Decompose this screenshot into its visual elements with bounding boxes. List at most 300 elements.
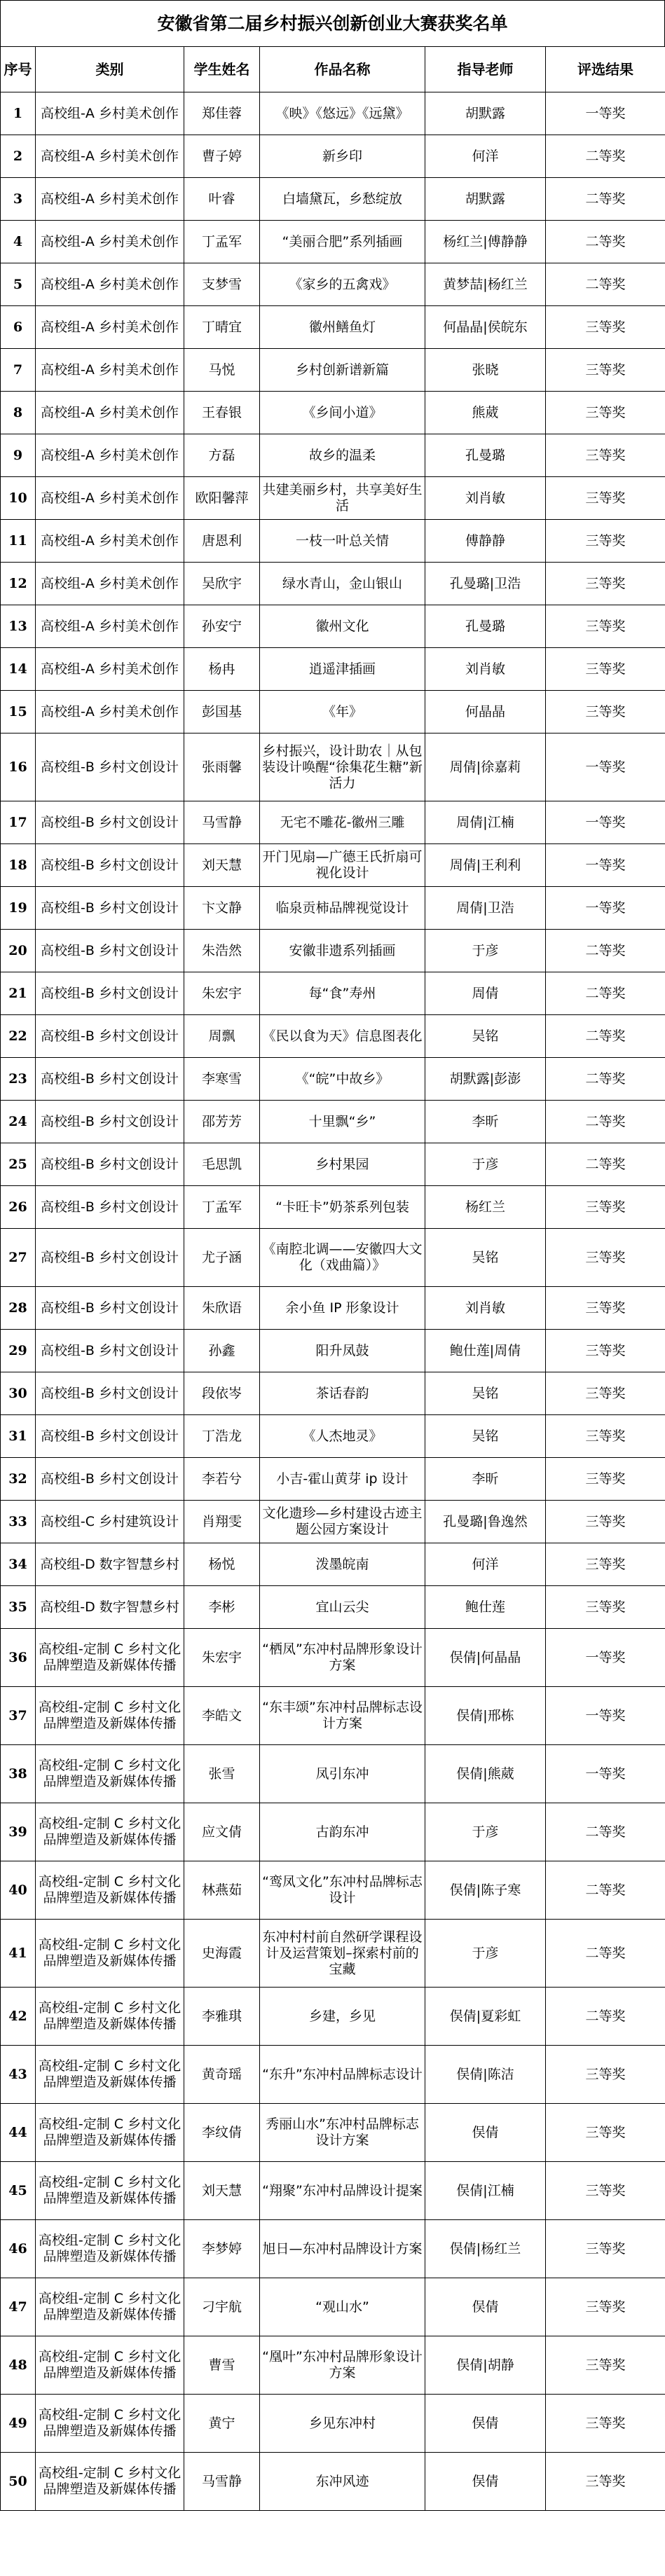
cell-no: 48 xyxy=(1,2336,36,2395)
cell-work: 旭日—东冲村品牌设计方案 xyxy=(260,2220,425,2278)
cell-no: 45 xyxy=(1,2162,36,2220)
cell-work: 徽州文化 xyxy=(260,605,425,648)
cell-result: 二等奖 xyxy=(546,1015,665,1058)
cell-category: 高校组-B 乡村文创设计 xyxy=(36,1229,184,1287)
table-row xyxy=(1,1287,665,1330)
cell-work: 东冲村村前自然研学课程设计及运营策划–探索村前的宝藏 xyxy=(260,1920,425,1988)
cell-no: 44 xyxy=(1,2104,36,2162)
cell-result: 二等奖 xyxy=(546,1861,665,1920)
cell-category: 高校组-B 乡村文创设计 xyxy=(36,1101,184,1143)
cell-student: 朱宏宇 xyxy=(184,972,260,1015)
cell-advisor: 俣倩 xyxy=(425,2395,546,2453)
table-row xyxy=(1,1803,665,1861)
table-row xyxy=(1,2395,665,2453)
cell-work: 《乡间小道》 xyxy=(260,392,425,434)
cell-advisor: 俣倩 xyxy=(425,2104,546,2162)
cell-advisor: 吴铭 xyxy=(425,1015,546,1058)
cell-no: 43 xyxy=(1,2046,36,2104)
cell-result: 三等奖 xyxy=(546,2278,665,2336)
cell-result: 一等奖 xyxy=(546,844,665,887)
cell-work: 新乡印 xyxy=(260,135,425,178)
cell-category: 高校组-C 乡村建筑设计 xyxy=(36,1501,184,1543)
cell-category: 高校组-定制 C 乡村文化品牌塑造及新媒体传播 xyxy=(36,1745,184,1803)
cell-result: 二等奖 xyxy=(546,930,665,972)
cell-work: 故乡的温柔 xyxy=(260,434,425,477)
cell-advisor: 李昕 xyxy=(425,1458,546,1501)
cell-result: 三等奖 xyxy=(546,1287,665,1330)
cell-no: 27 xyxy=(1,1229,36,1287)
cell-work: 乡村振兴，设计助农｜从包装设计唤醒“徐集花生糖”新活力 xyxy=(260,733,425,801)
cell-result: 三等奖 xyxy=(546,1543,665,1586)
cell-student: 朱浩然 xyxy=(184,930,260,972)
cell-work: 泼墨皖南 xyxy=(260,1543,425,1586)
cell-work: 绿水青山，金山银山 xyxy=(260,563,425,605)
cell-category: 高校组-B 乡村文创设计 xyxy=(36,930,184,972)
cell-student: 杨悦 xyxy=(184,1543,260,1586)
cell-advisor: 孔曼璐 xyxy=(425,605,546,648)
award-table xyxy=(0,46,665,2511)
cell-no: 50 xyxy=(1,2453,36,2511)
table-row xyxy=(1,563,665,605)
cell-advisor: 俣倩|何晶晶 xyxy=(425,1629,546,1687)
col-header-work: 作品名称 xyxy=(260,47,425,92)
cell-result: 三等奖 xyxy=(546,2046,665,2104)
cell-student: 史海霞 xyxy=(184,1920,260,1988)
cell-advisor: 胡默露|彭澎 xyxy=(425,1058,546,1101)
cell-category: 高校组-D 数字智慧乡村 xyxy=(36,1586,184,1629)
cell-work: “东丰颂”东冲村品牌标志设计方案 xyxy=(260,1687,425,1745)
cell-category: 高校组-A 乡村美术创作 xyxy=(36,563,184,605)
cell-result: 二等奖 xyxy=(546,1143,665,1186)
cell-advisor: 周倩|王利利 xyxy=(425,844,546,887)
cell-category: 高校组-定制 C 乡村文化品牌塑造及新媒体传播 xyxy=(36,2104,184,2162)
cell-work: “栖凤”东冲村品牌形象设计方案 xyxy=(260,1629,425,1687)
cell-work: 徽州鳝鱼灯 xyxy=(260,306,425,349)
cell-category: 高校组-B 乡村文创设计 xyxy=(36,1058,184,1101)
cell-result: 三等奖 xyxy=(546,2162,665,2220)
cell-no: 23 xyxy=(1,1058,36,1101)
cell-student: 李梦婷 xyxy=(184,2220,260,2278)
cell-result: 三等奖 xyxy=(546,1415,665,1458)
cell-result: 三等奖 xyxy=(546,520,665,563)
cell-work: 《家乡的五禽戏》 xyxy=(260,263,425,306)
cell-work: “美丽合肥”系列插画 xyxy=(260,221,425,263)
cell-work: 一枝一叶总关情 xyxy=(260,520,425,563)
cell-no: 34 xyxy=(1,1543,36,1586)
cell-advisor: 俣倩|熊葳 xyxy=(425,1745,546,1803)
table-row xyxy=(1,1745,665,1803)
cell-work: “观山水” xyxy=(260,2278,425,2336)
cell-category: 高校组-B 乡村文创设计 xyxy=(36,1415,184,1458)
table-row xyxy=(1,1586,665,1629)
cell-work: 余小鱼 IP 形象设计 xyxy=(260,1287,425,1330)
cell-advisor: 吴铭 xyxy=(425,1372,546,1415)
cell-no: 8 xyxy=(1,392,36,434)
cell-no: 46 xyxy=(1,2220,36,2278)
cell-category: 高校组-A 乡村美术创作 xyxy=(36,135,184,178)
cell-category: 高校组-A 乡村美术创作 xyxy=(36,520,184,563)
cell-advisor: 鲍仕莲|周倩 xyxy=(425,1330,546,1372)
table-row xyxy=(1,1229,665,1287)
cell-work: 共建美丽乡村，共享美好生活 xyxy=(260,477,425,520)
cell-result: 三等奖 xyxy=(546,563,665,605)
table-row xyxy=(1,887,665,930)
cell-advisor: 于彦 xyxy=(425,1803,546,1861)
cell-category: 高校组-定制 C 乡村文化品牌塑造及新媒体传播 xyxy=(36,2453,184,2511)
cell-no: 11 xyxy=(1,520,36,563)
table-row xyxy=(1,520,665,563)
cell-no: 15 xyxy=(1,691,36,733)
cell-category: 高校组-B 乡村文创设计 xyxy=(36,1458,184,1501)
cell-no: 41 xyxy=(1,1920,36,1988)
cell-no: 39 xyxy=(1,1803,36,1861)
cell-student: 丁孟军 xyxy=(184,1186,260,1229)
cell-advisor: 吴铭 xyxy=(425,1415,546,1458)
cell-work: 古韵东冲 xyxy=(260,1803,425,1861)
cell-result: 三等奖 xyxy=(546,691,665,733)
cell-advisor: 胡默露 xyxy=(425,92,546,135)
table-row xyxy=(1,1458,665,1501)
cell-work: 秀丽山水”东冲村品牌标志设计方案 xyxy=(260,2104,425,2162)
table-row xyxy=(1,1543,665,1586)
table-row xyxy=(1,434,665,477)
cell-no: 26 xyxy=(1,1186,36,1229)
cell-category: 高校组-定制 C 乡村文化品牌塑造及新媒体传播 xyxy=(36,2336,184,2395)
cell-category: 高校组-定制 C 乡村文化品牌塑造及新媒体传播 xyxy=(36,1920,184,1988)
cell-student: 李皓文 xyxy=(184,1687,260,1745)
cell-student: 李若兮 xyxy=(184,1458,260,1501)
cell-work: 《“皖”中故乡》 xyxy=(260,1058,425,1101)
cell-student: 黄宁 xyxy=(184,2395,260,2453)
cell-category: 高校组-定制 C 乡村文化品牌塑造及新媒体传播 xyxy=(36,2395,184,2453)
cell-advisor: 俣倩|夏彩虹 xyxy=(425,1988,546,2046)
cell-category: 高校组-定制 C 乡村文化品牌塑造及新媒体传播 xyxy=(36,1629,184,1687)
cell-work: 文化遗珍—乡村建设古迹主题公园方案设计 xyxy=(260,1501,425,1543)
cell-category: 高校组-B 乡村文创设计 xyxy=(36,1015,184,1058)
table-row xyxy=(1,1058,665,1101)
cell-work: 临泉贡柿品牌视觉设计 xyxy=(260,887,425,930)
cell-no: 16 xyxy=(1,733,36,801)
cell-work: 十里飘“乡” xyxy=(260,1101,425,1143)
cell-student: 尤子涵 xyxy=(184,1229,260,1287)
table-row xyxy=(1,1330,665,1372)
cell-advisor: 杨红兰|傅静静 xyxy=(425,221,546,263)
table-row xyxy=(1,930,665,972)
cell-advisor: 黄梦喆|杨红兰 xyxy=(425,263,546,306)
cell-no: 30 xyxy=(1,1372,36,1415)
table-row xyxy=(1,477,665,520)
cell-work: “鸾凤文化”东冲村品牌标志设计 xyxy=(260,1861,425,1920)
col-header-advisor: 指导老师 xyxy=(425,47,546,92)
cell-advisor: 于彦 xyxy=(425,930,546,972)
cell-advisor: 张晓 xyxy=(425,349,546,392)
table-row xyxy=(1,1101,665,1143)
cell-no: 42 xyxy=(1,1988,36,2046)
cell-category: 高校组-B 乡村文创设计 xyxy=(36,733,184,801)
cell-category: 高校组-A 乡村美术创作 xyxy=(36,605,184,648)
cell-advisor: 俣倩|江楠 xyxy=(425,2162,546,2220)
cell-student: 李雅琪 xyxy=(184,1988,260,2046)
cell-result: 三等奖 xyxy=(546,2453,665,2511)
table-row xyxy=(1,2336,665,2395)
cell-category: 高校组-D 数字智慧乡村 xyxy=(36,1543,184,1586)
cell-no: 31 xyxy=(1,1415,36,1458)
table-row xyxy=(1,2220,665,2278)
cell-result: 一等奖 xyxy=(546,1745,665,1803)
cell-result: 三等奖 xyxy=(546,477,665,520)
cell-work: 《年》 xyxy=(260,691,425,733)
cell-category: 高校组-A 乡村美术创作 xyxy=(36,263,184,306)
cell-result: 三等奖 xyxy=(546,2104,665,2162)
cell-advisor: 刘肖敏 xyxy=(425,1287,546,1330)
table-row xyxy=(1,733,665,801)
cell-no: 24 xyxy=(1,1101,36,1143)
table-row xyxy=(1,1501,665,1543)
cell-result: 二等奖 xyxy=(546,1803,665,1861)
cell-category: 高校组-B 乡村文创设计 xyxy=(36,1330,184,1372)
cell-category: 高校组-A 乡村美术创作 xyxy=(36,221,184,263)
col-header-no: 序号 xyxy=(1,47,36,92)
cell-student: 李寒雪 xyxy=(184,1058,260,1101)
cell-student: 唐恩利 xyxy=(184,520,260,563)
cell-result: 一等奖 xyxy=(546,1629,665,1687)
cell-work: 乡村创新谱新篇 xyxy=(260,349,425,392)
cell-advisor: 孔曼璐 xyxy=(425,434,546,477)
cell-no: 21 xyxy=(1,972,36,1015)
cell-result: 二等奖 xyxy=(546,1058,665,1101)
cell-result: 二等奖 xyxy=(546,1920,665,1988)
cell-student: 马雪静 xyxy=(184,2453,260,2511)
cell-work: 《南腔北调——安徽四大文化（戏曲篇）》 xyxy=(260,1229,425,1287)
cell-category: 高校组-B 乡村文创设计 xyxy=(36,1372,184,1415)
cell-advisor: 刘肖敏 xyxy=(425,648,546,691)
table-row xyxy=(1,1415,665,1458)
cell-result: 二等奖 xyxy=(546,263,665,306)
cell-no: 29 xyxy=(1,1330,36,1372)
table-row xyxy=(1,392,665,434)
cell-work: 无宅不雕花-徽州三雕 xyxy=(260,801,425,844)
cell-work: 每“食”寿州 xyxy=(260,972,425,1015)
table-row xyxy=(1,1861,665,1920)
col-header-student: 学生姓名 xyxy=(184,47,260,92)
header-row xyxy=(1,47,665,92)
cell-category: 高校组-B 乡村文创设计 xyxy=(36,1143,184,1186)
cell-student: 周飘 xyxy=(184,1015,260,1058)
cell-category: 高校组-定制 C 乡村文化品牌塑造及新媒体传播 xyxy=(36,1861,184,1920)
cell-result: 三等奖 xyxy=(546,2336,665,2395)
cell-student: 彭国基 xyxy=(184,691,260,733)
cell-result: 二等奖 xyxy=(546,135,665,178)
cell-no: 18 xyxy=(1,844,36,887)
cell-student: 段依岑 xyxy=(184,1372,260,1415)
cell-student: 丁孟军 xyxy=(184,221,260,263)
cell-result: 三等奖 xyxy=(546,349,665,392)
col-header-category: 类别 xyxy=(36,47,184,92)
cell-student: 张雪 xyxy=(184,1745,260,1803)
table-row xyxy=(1,648,665,691)
cell-no: 35 xyxy=(1,1586,36,1629)
cell-result: 三等奖 xyxy=(546,648,665,691)
cell-category: 高校组-定制 C 乡村文化品牌塑造及新媒体传播 xyxy=(36,2162,184,2220)
cell-category: 高校组-定制 C 乡村文化品牌塑造及新媒体传播 xyxy=(36,1803,184,1861)
cell-result: 三等奖 xyxy=(546,1501,665,1543)
cell-work: 《映》《悠远》《远黛》 xyxy=(260,92,425,135)
table-row xyxy=(1,2046,665,2104)
cell-work: 凤引东冲 xyxy=(260,1745,425,1803)
cell-result: 三等奖 xyxy=(546,2220,665,2278)
cell-no: 13 xyxy=(1,605,36,648)
table-row xyxy=(1,349,665,392)
cell-category: 高校组-定制 C 乡村文化品牌塑造及新媒体传播 xyxy=(36,1988,184,2046)
cell-no: 32 xyxy=(1,1458,36,1501)
cell-student: 刘天慧 xyxy=(184,2162,260,2220)
table-row xyxy=(1,1988,665,2046)
cell-advisor: 何晶晶|侯皖东 xyxy=(425,306,546,349)
cell-advisor: 俣倩|陈子寒 xyxy=(425,1861,546,1920)
cell-advisor: 何晶晶 xyxy=(425,691,546,733)
table-row xyxy=(1,801,665,844)
cell-result: 三等奖 xyxy=(546,306,665,349)
cell-work: 东冲风迹 xyxy=(260,2453,425,2511)
cell-work: 《人杰地灵》 xyxy=(260,1415,425,1458)
cell-work: 开门见扇—广德王氏折扇可视化设计 xyxy=(260,844,425,887)
table-row xyxy=(1,2453,665,2511)
cell-advisor: 鲍仕莲 xyxy=(425,1586,546,1629)
cell-work: 乡建，乡见 xyxy=(260,1988,425,2046)
cell-category: 高校组-A 乡村美术创作 xyxy=(36,691,184,733)
cell-result: 二等奖 xyxy=(546,972,665,1015)
cell-category: 高校组-定制 C 乡村文化品牌塑造及新媒体传播 xyxy=(36,2220,184,2278)
cell-no: 9 xyxy=(1,434,36,477)
cell-advisor: 吴铭 xyxy=(425,1229,546,1287)
cell-no: 6 xyxy=(1,306,36,349)
cell-work: “翔聚”东冲村品牌设计提案 xyxy=(260,2162,425,2220)
cell-no: 5 xyxy=(1,263,36,306)
cell-no: 36 xyxy=(1,1629,36,1687)
cell-work: 小吉-霍山黄芽 ip 设计 xyxy=(260,1458,425,1501)
cell-advisor: 何洋 xyxy=(425,135,546,178)
cell-student: 王春银 xyxy=(184,392,260,434)
cell-category: 高校组-A 乡村美术创作 xyxy=(36,477,184,520)
cell-category: 高校组-B 乡村文创设计 xyxy=(36,801,184,844)
cell-student: 方磊 xyxy=(184,434,260,477)
cell-category: 高校组-A 乡村美术创作 xyxy=(36,648,184,691)
cell-advisor: 孔曼璐|鲁逸然 xyxy=(425,1501,546,1543)
cell-advisor: 于彦 xyxy=(425,1920,546,1988)
cell-student: 杨冉 xyxy=(184,648,260,691)
cell-advisor: 俣倩|杨红兰 xyxy=(425,2220,546,2278)
cell-category: 高校组-A 乡村美术创作 xyxy=(36,92,184,135)
cell-no: 37 xyxy=(1,1687,36,1745)
cell-advisor: 于彦 xyxy=(425,1143,546,1186)
cell-no: 28 xyxy=(1,1287,36,1330)
cell-no: 7 xyxy=(1,349,36,392)
cell-work: 安徽非遗系列插画 xyxy=(260,930,425,972)
table-row xyxy=(1,135,665,178)
table-row xyxy=(1,2104,665,2162)
cell-student: 孙鑫 xyxy=(184,1330,260,1372)
cell-result: 三等奖 xyxy=(546,1229,665,1287)
cell-student: 欧阳馨萍 xyxy=(184,477,260,520)
cell-no: 49 xyxy=(1,2395,36,2453)
cell-advisor: 杨红兰 xyxy=(425,1186,546,1229)
cell-category: 高校组-B 乡村文创设计 xyxy=(36,887,184,930)
cell-result: 二等奖 xyxy=(546,178,665,221)
cell-result: 二等奖 xyxy=(546,221,665,263)
cell-no: 19 xyxy=(1,887,36,930)
cell-result: 二等奖 xyxy=(546,1101,665,1143)
cell-student: 朱欣语 xyxy=(184,1287,260,1330)
cell-student: 刘天慧 xyxy=(184,844,260,887)
table-row xyxy=(1,92,665,135)
cell-no: 3 xyxy=(1,178,36,221)
cell-advisor: 俣倩|陈洁 xyxy=(425,2046,546,2104)
cell-advisor: 孔曼璐|卫浩 xyxy=(425,563,546,605)
cell-result: 一等奖 xyxy=(546,801,665,844)
cell-result: 一等奖 xyxy=(546,92,665,135)
cell-advisor: 熊葳 xyxy=(425,392,546,434)
cell-advisor: 俣倩 xyxy=(425,2453,546,2511)
cell-result: 一等奖 xyxy=(546,887,665,930)
cell-work: 《民以食为天》信息图表化 xyxy=(260,1015,425,1058)
cell-result: 三等奖 xyxy=(546,392,665,434)
table-row xyxy=(1,1186,665,1229)
cell-no: 38 xyxy=(1,1745,36,1803)
cell-student: 毛思凯 xyxy=(184,1143,260,1186)
table-row xyxy=(1,1629,665,1687)
table-row xyxy=(1,263,665,306)
cell-student: 马悦 xyxy=(184,349,260,392)
cell-category: 高校组-A 乡村美术创作 xyxy=(36,306,184,349)
award-rows xyxy=(1,92,665,2511)
cell-student: 马雪静 xyxy=(184,801,260,844)
cell-work: 茶话春韵 xyxy=(260,1372,425,1415)
cell-advisor: 周倩 xyxy=(425,972,546,1015)
cell-work: “东升”东冲村品牌标志设计 xyxy=(260,2046,425,2104)
cell-category: 高校组-A 乡村美术创作 xyxy=(36,434,184,477)
cell-student: 郑佳蓉 xyxy=(184,92,260,135)
cell-advisor: 何洋 xyxy=(425,1543,546,1586)
cell-advisor: 俣倩 xyxy=(425,2278,546,2336)
cell-advisor: 胡默露 xyxy=(425,178,546,221)
table-row xyxy=(1,1372,665,1415)
cell-student: 叶睿 xyxy=(184,178,260,221)
cell-work: 乡见东冲村 xyxy=(260,2395,425,2453)
table-row xyxy=(1,972,665,1015)
cell-no: 14 xyxy=(1,648,36,691)
cell-student: 林燕茹 xyxy=(184,1861,260,1920)
cell-advisor: 傅静静 xyxy=(425,520,546,563)
cell-no: 1 xyxy=(1,92,36,135)
cell-student: 刁宇航 xyxy=(184,2278,260,2336)
cell-advisor: 刘肖敏 xyxy=(425,477,546,520)
cell-result: 三等奖 xyxy=(546,605,665,648)
cell-student: 卞文静 xyxy=(184,887,260,930)
cell-student: 孙安宁 xyxy=(184,605,260,648)
cell-no: 25 xyxy=(1,1143,36,1186)
cell-advisor: 周倩|卫浩 xyxy=(425,887,546,930)
cell-result: 三等奖 xyxy=(546,2395,665,2453)
cell-advisor: 周倩|江楠 xyxy=(425,801,546,844)
table-row xyxy=(1,1015,665,1058)
table-row xyxy=(1,605,665,648)
cell-student: 丁浩龙 xyxy=(184,1415,260,1458)
table-row xyxy=(1,2162,665,2220)
cell-no: 33 xyxy=(1,1501,36,1543)
cell-student: 丁晴宜 xyxy=(184,306,260,349)
cell-no: 2 xyxy=(1,135,36,178)
table-row xyxy=(1,844,665,887)
